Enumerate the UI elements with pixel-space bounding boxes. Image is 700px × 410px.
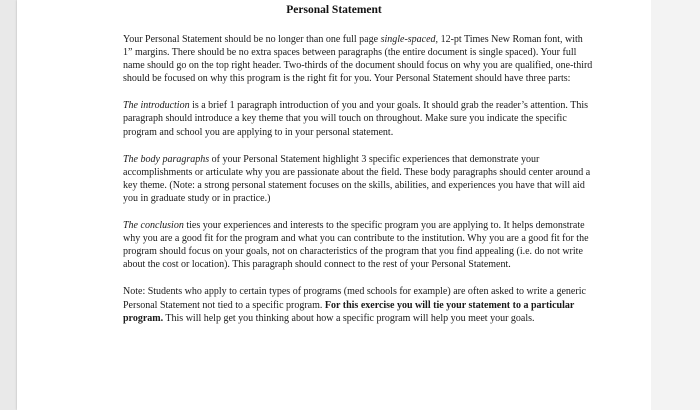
paragraph-emphasis-bold: For this exercise you will tie your statement to a particular program.	[123, 299, 575, 324]
paragraph-emphasis: single-spaced,	[380, 34, 439, 45]
paragraph-heading-italic: The conclusion	[123, 220, 184, 232]
paragraph-text: of your Personal Statement highlight 3 specific experiences that demonstrate your accomplishments or articulate why you are passionate about the field. These body paragraphs should center around a key theme. (Note: a strong personal statement focuses on the skills, abilities, and experiences you have that will aid you in graduate study or in practice.)	[123, 153, 591, 204]
paragraph-text: ties your experiences and interests to the specific program you are applying to. It helps demonstrate why you are a good fit for the program and what you can contribute to the institution. Why you are a good fit for the program should focus on your goals, not on characteristics of the program that you find appealing (i.e. do not write about the cost or location). This paragraph should connect to the rest of your Personal Statement.	[123, 220, 589, 271]
paragraph-text: Your Personal Statement should be no longer than one full page	[123, 34, 381, 45]
document-page	[17, 0, 651, 410]
body-paragraphs-paragraph	[123, 153, 593, 205]
paragraph-text: Note: Students who apply to certain types of programs (med schools for example) are often asked to write a generic Personal Statement not tied to a specific program.	[123, 286, 586, 311]
conclusion-paragraph	[123, 219, 593, 271]
paragraph-text: is a brief 1 paragraph introduction of you and your goals. It should grab the reader’s attention. This paragraph should introduce a key theme that you will touch on throughout. Make sure you indicate the specific program and school you are applying to in your personal statement.	[123, 100, 588, 138]
paragraph-text: 12-pt Times New Roman font, with 1” margins. There should be no extra spaces between paragraphs (the entire document is single spaced). Your full name should go on the top right header. Two-thirds of the document should focus on why you are qualified, one-third should be focused on why this program is the right fit for you. Your Personal Statement should have three parts:	[123, 34, 593, 85]
note-paragraph	[123, 285, 593, 324]
intro-instructions-paragraph	[123, 33, 593, 85]
paragraph-text: This will help get you thinking about how a specific program will help you meet your goals.	[163, 312, 535, 324]
paragraph-heading-italic: The introduction	[123, 100, 190, 112]
introduction-paragraph	[123, 99, 593, 138]
page-title: Personal Statement	[286, 4, 382, 16]
viewer-margin	[651, 0, 700, 410]
paragraph-heading-italic: The body paragraphs	[123, 153, 210, 165]
document-body	[123, 33, 593, 325]
